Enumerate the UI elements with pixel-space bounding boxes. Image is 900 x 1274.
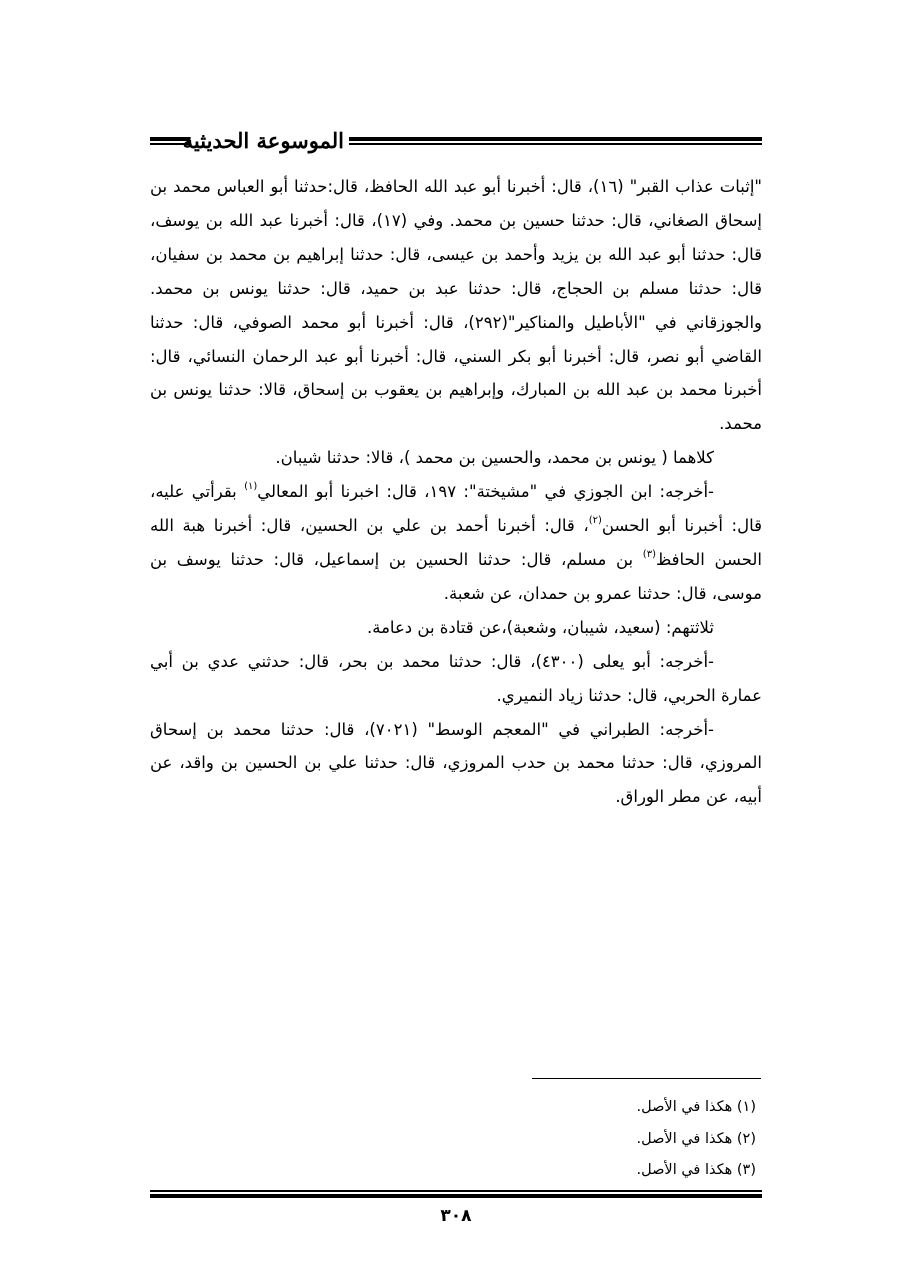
paragraph-4: ثلاثتهم: (سعيد، شيبان، وشعبة)،عن قتادة بن دعامة. <box>367 617 714 637</box>
footer-rule <box>150 1190 762 1198</box>
footnotes <box>150 1092 756 1187</box>
paragraph-3-part-d: بن مسلم، قال: حدثنا الحسين بن إسماعيل، قال: حدثنا يوسف بن موسى، قال: حدثنا عمرو بن حمدان، عن شعبة. <box>150 549 762 603</box>
paragraph-6: -أخرجه: الطبراني في "المعجم الوسط" (٧٠٢١)، قال: حدثنا محمد بن إسحاق المروزي، قال: حدثنا محمد بن حدب المروزي، قال: حدثنا علي بن الحسين بن واقد، عن أبيه، عن مطر الوراق. <box>150 719 762 807</box>
footnote-1: (١) هكذا في الأصل. <box>636 1099 756 1115</box>
footnote-ref-1: (١) <box>244 481 258 493</box>
footnote-2: (٢) هكذا في الأصل. <box>636 1130 756 1147</box>
paragraph-5: -أخرجه: أبو يعلى (٤٣٠٠)، قال: حدثنا محمد بن بحر، قال: حدثني عدي بن أبي عمارة الحربي، قال: حدثنا زياد النميري. <box>150 651 762 705</box>
header-title: الموسوعة الحديثية <box>182 128 344 153</box>
header-rule-long <box>349 137 762 146</box>
paragraph-3 <box>150 475 762 611</box>
footnote-separator <box>532 1078 761 1079</box>
paragraph-3-part-b: بقرأتي عليه، قال: أخبرنا أبو الحسن <box>150 482 762 536</box>
paragraph-2: كلاهما ( يونس بن محمد، والحسين بن محمد )، قالا: حدثنا شيبان. <box>275 448 714 468</box>
footnote-ref-3: (٣) <box>642 548 656 560</box>
footnote-ref-2: (٢) <box>588 515 602 527</box>
paragraph-1: "إثبات عذاب القبر" (١٦)، قال: أخبرنا أبو عبد الله الحافظ، قال:حدثنا أبو العباس محمد بن إسحاق الصغاني، قال: حدثنا حسين بن محمد. وفي (١٧)، قال: أخبرنا عبد الله بن يوسف، قال: حدثنا أبو عبد الله بن يزيد وأحمد بن عيسى، قال: حدثنا إبراهيم بن محمد بن سفيان، قال: حدثنا مسلم بن الحجاج، قال: حدثنا عبد بن حميد، قال: حدثنا يونس بن محمد. والجوزقاني في "الأباطيل والمناكير"(٢٩٢)، قال: أخبرنا أبو محمد الصوفي، قال: حدثنا القاضي أبو نصر، قال: أخبرنا أبو بكر السني، قال: أخبرنا أبو عبد الرحمان النسائي، قال: أخبرنا محمد بن عبد الله بن المبارك، وإبراهيم بن يعقوب بن إسحاق، قالا: حدثنا يونس بن محمد. <box>150 177 763 434</box>
main-text <box>150 170 762 814</box>
page-number: ٣٠٨ <box>440 1206 472 1226</box>
paragraph-3-part-a: -أخرجه: ابن الجوزي في "مشيختة": ١٩٧، قال: اخبرنا أبو المعالي <box>257 482 714 502</box>
page-header <box>150 126 762 156</box>
paragraph-3-part-c: ، قال: أخبرنا أحمد بن علي بن الحسين، قال: أخبرنا هبة الله الحسن الحافظ <box>150 516 762 569</box>
footnote-3: (٣) هكذا في الأصل. <box>636 1162 756 1178</box>
